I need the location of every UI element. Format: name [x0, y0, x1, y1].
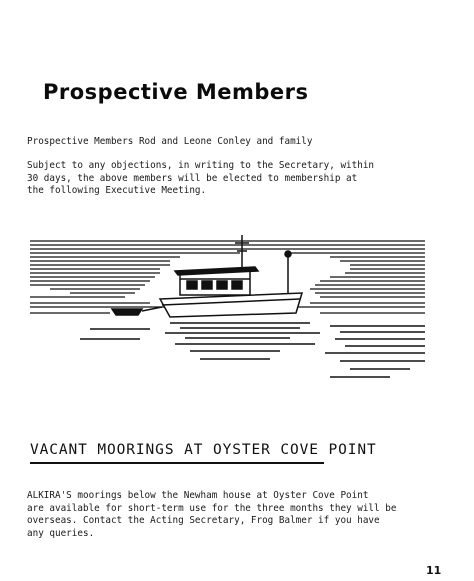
water-reflections — [80, 323, 425, 377]
section-title: VACANT MOORINGS AT OYSTER COVE POINT — [30, 442, 377, 458]
moorings-paragraph: ALKIRA'S moorings below the Newham house at Oyster Cove Point are available for short-term use for the three months they will be overseas. Contact the Acting Secretary, Frog Balmer if you have any queries. — [27, 490, 397, 539]
election-paragraph: Subject to any objections, in writing to the Secretary, within 30 days, the above members will be elected to membership at the following Executive Meeting. — [27, 160, 375, 196]
page-heading: Prospective Members — [43, 80, 309, 104]
page-number: 11 — [426, 564, 442, 577]
section-underline — [30, 462, 324, 464]
boat-illustration — [30, 231, 425, 394]
members-line: Prospective Members Rod and Leone Conley and family — [27, 136, 313, 147]
boat — [112, 235, 302, 317]
